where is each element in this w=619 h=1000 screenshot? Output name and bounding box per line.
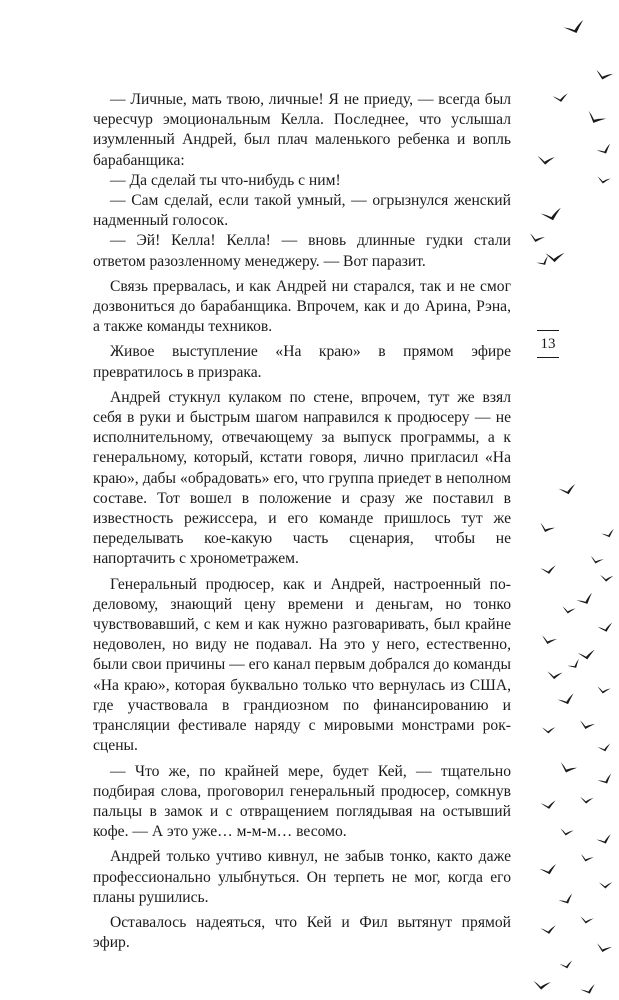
bird-silhouette: [599, 573, 613, 582]
bird-silhouette: [579, 795, 593, 804]
paragraph: Живое выступление «На краю» в прямом эфире превратилось в призрака.: [93, 343, 511, 381]
bird-silhouette: [563, 20, 586, 36]
bird-silhouette: [589, 555, 604, 566]
bird-silhouette: [596, 175, 611, 185]
bird-silhouette: [540, 565, 556, 574]
bird-silhouette: [598, 881, 612, 889]
paragraph: Андрей стукнул кулаком по стене, впрочем, тут же взял себя в руки и быстрым шагом направился к продюсеру — не исполнительному, отвечающему за выпуск программы, а к генеральному, который, кстати говоря, лично пригласил «На краю», дабы «обрадовать» его, что группа приедет в неполном составе. Тот вошел в положение и сразу же поставил в известность режиссера, и его команде пришлось тут же переделывать кое-какую часть сценария, чтобы не напортачить с хронометражем.: [93, 388, 511, 568]
bird-silhouette: [558, 894, 575, 907]
paragraph: — Что же, по крайней мере, будет Кей, — тщательно подбирая слова, проговорил генеральный продюсер, сомкнув пальцы в замок и с отвращением поглядывая на остывший кофе. — А это уже… м-м-м… весомо.: [93, 762, 511, 841]
bird-silhouette: [579, 853, 594, 864]
bird-silhouette: [528, 232, 545, 245]
bird-silhouette: [552, 93, 568, 102]
bird-silhouette: [536, 154, 554, 166]
bird-silhouette: [579, 915, 594, 925]
bird-silhouette: [540, 800, 556, 809]
paragraph: — Сам сделай, если такой умный, — огрызнулся женский надменный голосок.: [93, 192, 511, 230]
paragraph: Генеральный продюсер, как и Андрей, настроенный по-деловому, знающий цену времени и деньгам, но тонко чувствовавший, с кем и как нужно разговаривать, был крайне недоволен, но виду не подавал. На это у него, естественно, были свои причины — его канал первым добрался до команды «На краю», которая буквально только что вернулась из США, где участвовала в грандиозном по финансированию и трансляции фестивале наряду с мировыми монстрами рок-сцены.: [93, 575, 511, 755]
bird-silhouette: [597, 743, 611, 752]
body-text: [93, 90, 511, 953]
bird-silhouette: [578, 650, 596, 660]
bird-silhouette: [559, 827, 574, 837]
bird-silhouette: [541, 726, 555, 734]
bird-silhouette: [558, 484, 576, 496]
paragraph: — Личные, мать твою, личные! Я не приеду, — всегда был чересчур эмоциональным Келла. Последнее, что услышал изумленный Андрей, был плач маленького ребенка и вопль барабанщика:: [93, 91, 511, 169]
paragraph: Связь прервалась, и как Андрей ни старался, так и не смог дозвониться до барабанщика. Впрочем, как и до Арина, Рэна, а также команды техников.: [93, 277, 511, 336]
bird-silhouette: [595, 942, 612, 955]
paragraph: Андрей только учтиво кивнул, не забыв тонко, както даже профессионально улыбнуться. Он терпеть не мог, когда его планы рушились.: [93, 848, 511, 906]
bird-silhouette: [559, 960, 573, 969]
bird-silhouette: [539, 864, 557, 876]
bird-silhouette: [596, 685, 611, 695]
bird-silhouette: [558, 760, 577, 775]
paragraph: — Да сделай ты что-нибудь с ним!: [110, 171, 341, 189]
bird-silhouette: [545, 251, 565, 263]
bird-silhouette: [601, 529, 616, 539]
bird-silhouette: [585, 109, 606, 127]
bird-silhouette: [536, 256, 551, 268]
bird-flock: [528, 20, 616, 996]
bird-silhouette: [540, 208, 562, 222]
bird-silhouette: [557, 693, 576, 706]
bird-silhouette: [546, 670, 562, 681]
bird-silhouette: [578, 719, 595, 732]
page-number: 13: [537, 330, 559, 358]
paragraph: Оставалось надеяться, что Кей и Фил вытянут прямой эфир.: [93, 913, 511, 952]
bird-silhouette: [538, 521, 555, 535]
bird-silhouette: [576, 593, 595, 607]
bird-silhouette: [596, 144, 613, 157]
bird-silhouette: [597, 623, 613, 634]
bird-silhouette: [561, 605, 576, 615]
bird-silhouette: [580, 984, 597, 996]
bird-silhouette: [594, 68, 613, 82]
bird-silhouette: [597, 774, 614, 787]
bird-silhouette: [596, 834, 613, 846]
bird-silhouette: [540, 925, 556, 934]
bird-silhouette: [540, 634, 557, 647]
bird-silhouette: [532, 979, 550, 991]
bird-silhouette: [567, 659, 582, 671]
paragraph: — Эй! Келла! Келла! — вновь длинные гудки стали ответом разозленному менеджеру. — Вот паразит.: [93, 232, 511, 270]
